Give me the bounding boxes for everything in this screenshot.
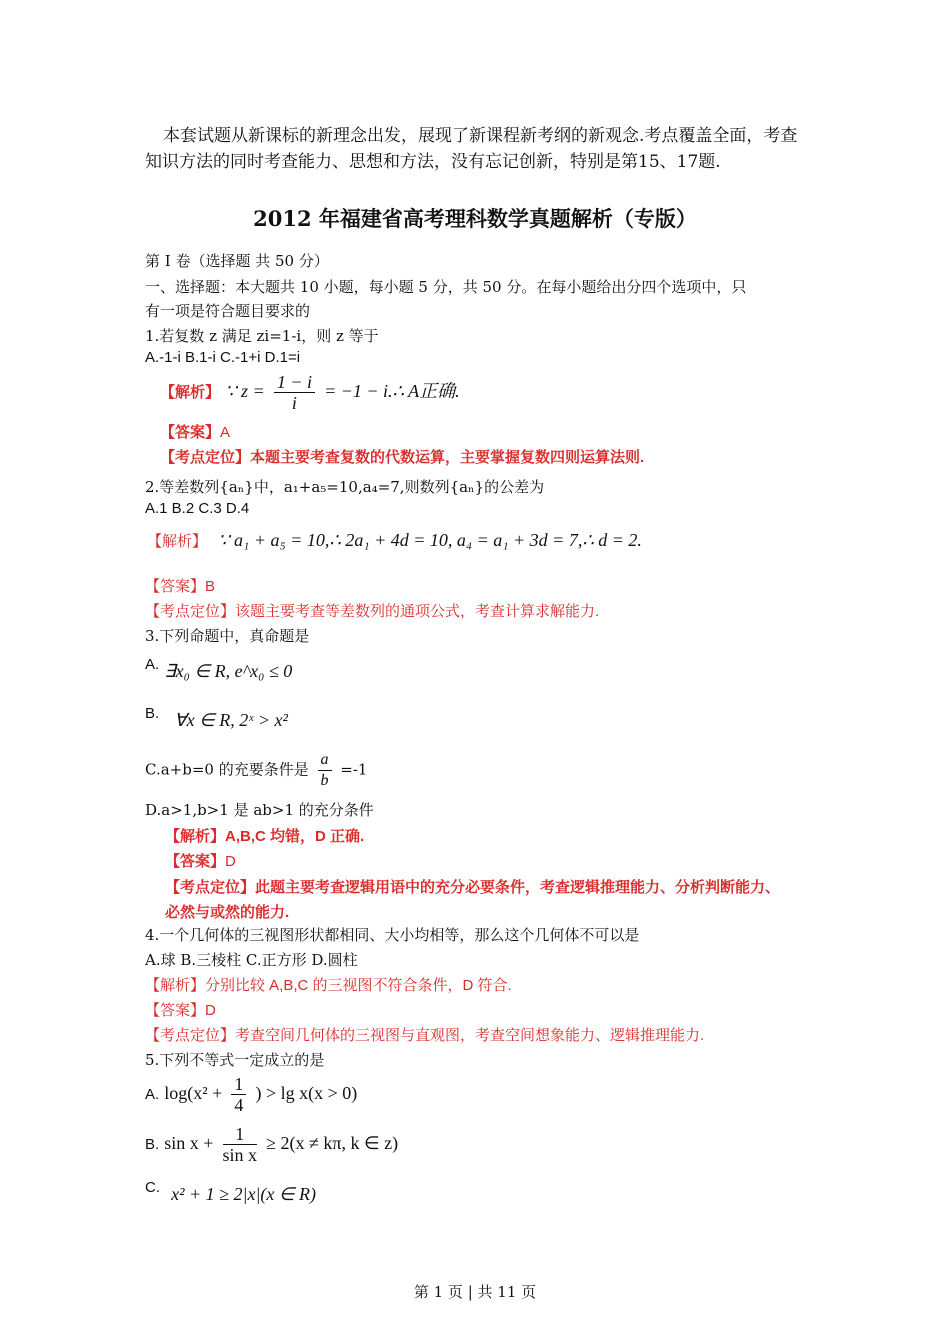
q1-answer xyxy=(160,421,230,442)
page-footer: 第 1 页 | 共 11 页 xyxy=(413,1283,537,1301)
q3-sol-text: A,B,C 均错，D 正确. xyxy=(225,828,365,845)
q1-jiexi-tag: 【解析】 xyxy=(160,384,221,401)
q5-a-fraction xyxy=(231,1074,246,1115)
q3-jiexi-tag: 【解析】 xyxy=(165,828,226,845)
q1-sol-lhs: ∵ z = xyxy=(225,381,265,401)
q5-b-fraction xyxy=(223,1124,258,1165)
q3-c-fraction xyxy=(318,750,332,791)
q3-option-c xyxy=(145,750,367,791)
q3-c-post: =-1 xyxy=(340,760,368,779)
q5-option-a xyxy=(145,1074,357,1115)
q5-b-pre: sin x + xyxy=(164,1133,214,1153)
q3-answer-value: D xyxy=(225,853,236,870)
intro-paragraph: 本套试题从新课标的新理念出发，展现了新课程新考纲的新观念.考点覆盖全面，考查知识方法的同时考查能力、思想和方法，没有忘记创新，特别是第15、17题. xyxy=(145,126,798,172)
q4-kaodian-tag: 【考点定位】 xyxy=(145,1027,236,1044)
q1-sol-num: 1 − i xyxy=(274,372,315,393)
section-heading-line1: 一、选择题：本大题共 10 小题，每小题 5 分，共 50 分。在每小题给出分四个选项中，只 xyxy=(145,278,747,296)
q3-option-d: D.a>1,b>1 是 ab>1 的充分条件 xyxy=(145,801,374,819)
q4-kaodian xyxy=(145,1024,704,1045)
q3-kaodian xyxy=(165,876,780,897)
q4-jiexi-tag: 【解析】 xyxy=(145,977,206,994)
part-heading: 第 I 卷（选择题 共 50 分） xyxy=(145,252,329,270)
q5-c-math: x² + 1 ≥ 2|x|(x ∈ R) xyxy=(171,1184,317,1204)
q4-kaodian-text: 考查空间几何体的三视图与直观图，考查空间想象能力、逻辑推理能力. xyxy=(235,1027,705,1044)
q2-stem: 2.等差数列{aₙ}中，a₁+a₅=10,a₄=7,则数列{aₙ}的公差为 xyxy=(145,478,545,496)
q5-a-post: ) > lg x(x > 0) xyxy=(255,1083,358,1103)
q2-answer-tag: 【答案】 xyxy=(145,578,206,595)
q3-kaodian-tag: 【考点定位】 xyxy=(165,879,256,896)
q1-kaodian-text: 本题主要考查复数的代数运算，主要掌握复数四则运算法则. xyxy=(250,449,645,466)
q1-kaodian xyxy=(160,446,644,467)
q4-answer-tag: 【答案】 xyxy=(145,1002,206,1019)
q5-b-post: ≥ 2(x ≠ kπ, k ∈ z) xyxy=(266,1133,399,1153)
q2-kaodian-text: 该题主要考查等差数列的通项公式，考查计算求解能力. xyxy=(235,603,600,620)
q5-b-den: sin x xyxy=(222,1145,258,1165)
q2-solution xyxy=(147,530,642,551)
q5-a-den: 4 xyxy=(234,1095,244,1115)
q1-answer-tag: 【答案】 xyxy=(160,424,221,441)
q3-a-math: ∃x₀ ∈ R, e^x₀ ≤ 0 xyxy=(164,661,293,681)
q5-stem: 5.下列不等式一定成立的是 xyxy=(145,1051,325,1069)
q2-sol-math: ∵ a₁ + a₅ = 10,∴ 2a₁ + 4d = 10, a₄ = a₁ + 3d = 7,∴ d = 2. xyxy=(218,530,642,550)
q2-answer-value: B xyxy=(205,578,216,595)
q2-kaodian-tag: 【考点定位】 xyxy=(145,603,236,620)
q1-options: A.-1-i B.1-i C.-1+i D.1=i xyxy=(145,349,301,366)
q3-option-b xyxy=(145,702,288,730)
q3-c-den: b xyxy=(320,772,329,789)
q3-a-label: A. xyxy=(145,656,160,673)
q4-options: A.球 B.三棱柱 C.正方形 D.圆柱 xyxy=(145,951,358,969)
q5-a-num: 1 xyxy=(231,1074,246,1095)
q5-a-pre: log(x² + xyxy=(164,1083,223,1103)
q4-stem: 4.一个几何体的三视图形状都相同、大小均相等，那么这个几何体不可以是 xyxy=(145,926,640,944)
q5-b-num: 1 xyxy=(223,1124,258,1145)
q3-solution xyxy=(165,825,364,846)
q1-kaodian-tag: 【考点定位】 xyxy=(160,449,251,466)
q5-a-label: A. xyxy=(145,1086,160,1103)
q2-kaodian xyxy=(145,600,599,621)
q1-answer-value: A xyxy=(220,424,231,441)
q1-sol-fraction xyxy=(274,372,315,413)
q5-option-c xyxy=(145,1176,317,1204)
q3-c-pre: C.a+b=0 的充要条件是 xyxy=(145,760,309,779)
q5-c-label: C. xyxy=(145,1179,160,1196)
q3-stem: 3.下列命题中，真命题是 xyxy=(145,627,310,645)
q3-answer xyxy=(165,850,236,871)
q1-solution xyxy=(160,372,460,413)
q3-option-a xyxy=(145,653,293,681)
q3-kaodian-line2: 必然与或然的能力. xyxy=(165,904,290,921)
q4-sol-text: 分别比较 A,B,C 的三视图不符合条件，D 符合. xyxy=(205,977,512,994)
q1-sol-den: i xyxy=(291,393,297,413)
q2-jiexi-tag: 【解析】 xyxy=(147,533,208,550)
q3-kaodian-text1: 此题主要考查逻辑用语中的充分必要条件，考查逻辑推理能力、分析判断能力、 xyxy=(255,879,781,896)
q5-option-b xyxy=(145,1124,398,1165)
q3-c-num: a xyxy=(318,750,332,771)
q1-sol-rhs: = −1 − i.∴ A正确. xyxy=(324,381,460,401)
q2-options: A.1 B.2 C.3 D.4 xyxy=(145,500,250,517)
q4-answer-value: D xyxy=(205,1002,216,1019)
q3-b-math: ∀x ∈ R, 2ˣ > x² xyxy=(174,710,288,730)
q4-answer xyxy=(145,999,216,1020)
section-heading-line2: 有一项是符合题目要求的 xyxy=(145,302,311,320)
page-title: 2012 年福建省高考理科数学真题解析（专版） xyxy=(253,206,697,231)
q4-solution xyxy=(145,974,512,995)
q3-answer-tag: 【答案】 xyxy=(165,853,226,870)
q2-answer xyxy=(145,575,215,596)
q5-b-label: B. xyxy=(145,1136,160,1153)
q3-b-label: B. xyxy=(145,705,160,722)
q1-stem: 1.若复数 z 满足 zi=1-i，则 z 等于 xyxy=(145,327,379,345)
